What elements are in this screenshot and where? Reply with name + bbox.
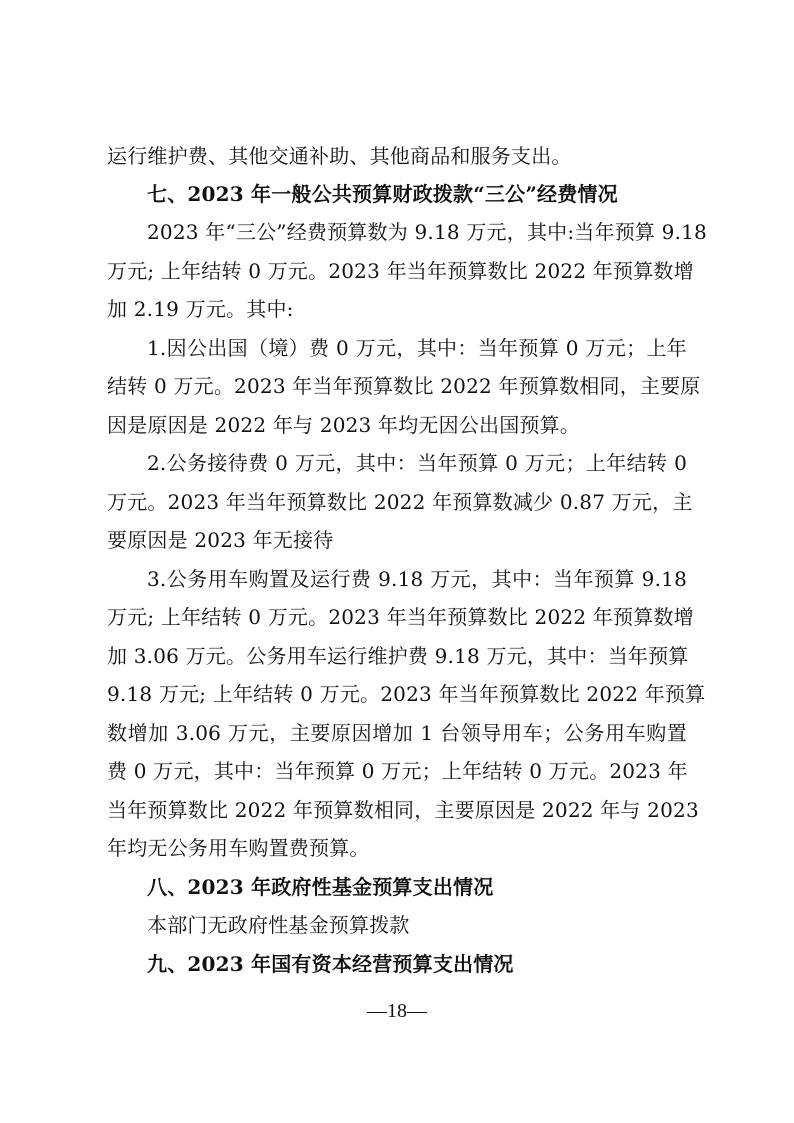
- paragraph-line: 加 3.06 万元。公务用车运行维护费 9.18 万元，其中：当年预算: [107, 644, 689, 668]
- paragraph-line: 因是原因是 2022 年与 2023 年均无因公出国预算。: [107, 413, 581, 437]
- paragraph-line: 万元; 上年结转 0 万元。2023 年当年预算数比 2022 年预算数增: [107, 259, 694, 283]
- paragraph-line: 本部门无政府性基金预算拨款: [147, 913, 410, 937]
- paragraph-line: 2.公务接待费 0 万元，其中：当年预算 0 万元；上年结转 0: [147, 451, 687, 475]
- section-heading-seven: 七、2023 年一般公共预算财政拨款“三公”经费情况: [147, 182, 618, 206]
- paragraph-line: 当年预算数比 2022 年预算数相同，主要原因是 2022 年与 2023: [107, 798, 699, 822]
- paragraph-line: 年均无公务用车购置费预算。: [107, 836, 370, 860]
- paragraph-line: 2023 年“三公”经费预算数为 9.18 万元，其中:当年预算 9.18: [147, 220, 707, 244]
- paragraph-line-continuation: 运行维护费、其他交通补助、其他商品和服务支出。: [107, 144, 572, 168]
- paragraph-line: 9.18 万元; 上年结转 0 万元。2023 年当年预算数比 2022 年预算: [107, 682, 706, 706]
- paragraph-line: 万元; 上年结转 0 万元。2023 年当年预算数比 2022 年预算数增: [107, 605, 694, 629]
- paragraph-line: 结转 0 万元。2023 年当年预算数比 2022 年预算数相同，主要原: [107, 374, 701, 398]
- paragraph-line: 要原因是 2023 年无接待: [107, 528, 334, 552]
- paragraph-line: 3.公务用车购置及运行费 9.18 万元，其中：当年预算 9.18: [147, 567, 687, 591]
- paragraph-line: 万元。2023 年当年预算数比 2022 年预算数减少 0.87 万元，主: [107, 490, 693, 514]
- paragraph-line: 费 0 万元，其中：当年预算 0 万元；上年结转 0 万元。2023 年: [107, 759, 688, 783]
- page-number: —18—: [367, 1000, 427, 1022]
- paragraph-line: 数增加 3.06 万元，主要原因增加 1 台领导用车；公务用车购置: [107, 721, 687, 745]
- section-heading-nine: 九、2023 年国有资本经营预算支出情况: [147, 952, 514, 976]
- paragraph-line: 1.因公出国（境）费 0 万元，其中：当年预算 0 万元；上年: [147, 336, 687, 360]
- paragraph-line: 加 2.19 万元。其中:: [107, 297, 294, 321]
- section-heading-eight: 八、2023 年政府性基金预算支出情况: [147, 875, 494, 899]
